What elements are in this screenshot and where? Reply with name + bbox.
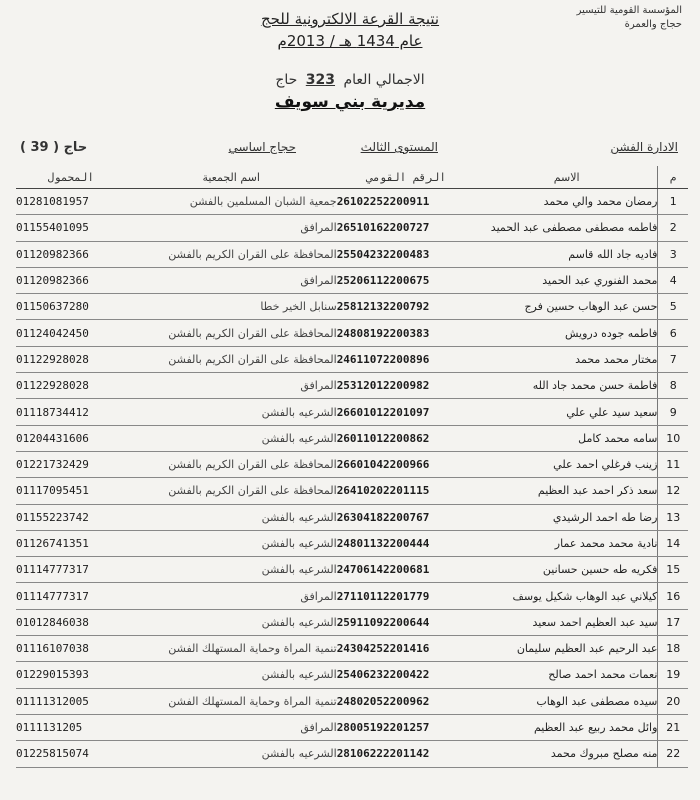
table-row xyxy=(16,451,688,477)
table-row xyxy=(16,714,688,740)
cell-name: عبد الرحيم عبد العظيم سليمان xyxy=(476,636,658,662)
cell-mobile: 01221732429 xyxy=(16,451,126,477)
cell-mobile: 01204431606 xyxy=(16,425,126,451)
cell-association: المحافظة على القران الكريم بالفشن xyxy=(126,451,337,477)
cell-association: المرافق xyxy=(126,215,337,241)
cell-association: المحافظة على القران الكريم بالفشن xyxy=(126,478,337,504)
cell-mobile: 01116107038 xyxy=(16,636,126,662)
total-count: 323 xyxy=(305,72,336,88)
level-label: المستوى الثالث xyxy=(360,140,438,154)
cell-number: 19 xyxy=(658,662,688,688)
cell-number: 4 xyxy=(658,267,688,293)
cell-name: حسن عبد الوهاب حسين فرج xyxy=(476,294,658,320)
cell-number: 8 xyxy=(658,373,688,399)
table-row xyxy=(16,189,688,215)
cell-national-id: 24706142200681 xyxy=(337,557,476,583)
cell-name: فاطمه مصطفى مصطفى عبد الحميد xyxy=(476,215,658,241)
table-row xyxy=(16,267,688,293)
cell-association: الشرعيه بالفشن xyxy=(126,530,337,556)
cell-association: الشرعيه بالفشن xyxy=(126,609,337,635)
cell-number: 22 xyxy=(658,741,688,767)
column-header-name: الاسم xyxy=(476,166,658,189)
cell-association: تنمية المراة وحماية المستهلك الفشن xyxy=(126,688,337,714)
cell-number: 16 xyxy=(658,583,688,609)
org-line-2: حجاج والعمرة xyxy=(624,19,682,30)
pilgrims-table xyxy=(16,166,688,768)
cell-mobile: 01012846038 xyxy=(16,609,126,635)
cell-number: 10 xyxy=(658,425,688,451)
cell-association: المحافظة على القران الكريم بالفشن xyxy=(126,346,337,372)
cell-mobile: 01114777317 xyxy=(16,557,126,583)
title-line-2: عام 1434 هـ / 2013م xyxy=(277,32,423,50)
cell-number: 12 xyxy=(658,478,688,504)
table-row xyxy=(16,504,688,530)
table-row xyxy=(16,688,688,714)
title-line-1: نتيجة القرعة الالكترونية للحج xyxy=(260,10,440,28)
cell-national-id: 24802052200962 xyxy=(337,688,476,714)
table-row xyxy=(16,741,688,767)
cell-association: المرافق xyxy=(126,267,337,293)
cell-mobile: 01114777317 xyxy=(16,583,126,609)
cell-number: 9 xyxy=(658,399,688,425)
cell-association: الشرعيه بالفشن xyxy=(126,504,337,530)
table-row xyxy=(16,373,688,399)
cell-number: 11 xyxy=(658,451,688,477)
table-row xyxy=(16,636,688,662)
cell-name: رمضان محمد والي محمد xyxy=(476,189,658,215)
cell-name: فكريه طه حسين حسانين xyxy=(476,557,658,583)
column-header-number: م xyxy=(658,166,688,189)
pilgrim-type-label: حجاج اساسي xyxy=(228,140,296,154)
cell-name: فاطمة حسن محمد جاد الله xyxy=(476,373,658,399)
cell-number: 2 xyxy=(658,215,688,241)
cell-name: كيلاني عبد الوهاب شكيل يوسف xyxy=(476,583,658,609)
cell-name: مختار محمد محمد xyxy=(476,346,658,372)
cell-number: 14 xyxy=(658,530,688,556)
table-row xyxy=(16,399,688,425)
cell-association: المرافق xyxy=(126,714,337,740)
table-row xyxy=(16,583,688,609)
cell-national-id: 26011012200862 xyxy=(337,425,476,451)
table-row xyxy=(16,320,688,346)
cell-mobile: 01124042450 xyxy=(16,320,126,346)
cell-name: نعمات محمد احمد صالح xyxy=(476,662,658,688)
cell-mobile: 01150637280 xyxy=(16,294,126,320)
cell-name: رضا طه احمد الرشيدي xyxy=(476,504,658,530)
cell-national-id: 27110112201779 xyxy=(337,583,476,609)
cell-national-id: 25206112200675 xyxy=(337,267,476,293)
cell-national-id: 24611072200896 xyxy=(337,346,476,372)
cell-national-id: 25911092200644 xyxy=(337,609,476,635)
cell-national-id: 24808192200383 xyxy=(337,320,476,346)
cell-national-id: 24304252201416 xyxy=(337,636,476,662)
cell-mobile: 01118734412 xyxy=(16,399,126,425)
cell-national-id: 26410202201115 xyxy=(337,478,476,504)
cell-mobile: 01225815074 xyxy=(16,741,126,767)
cell-number: 17 xyxy=(658,609,688,635)
table-row xyxy=(16,425,688,451)
column-header-national-id: الرقم القومي xyxy=(337,166,476,189)
table-row xyxy=(16,530,688,556)
cell-association: الشرعيه بالفشن xyxy=(126,557,337,583)
cell-name: سيده مصطفى عبد الوهاب xyxy=(476,688,658,714)
table-row xyxy=(16,609,688,635)
cell-mobile: 01122928028 xyxy=(16,346,126,372)
cell-name: نادية محمد محمد عمار xyxy=(476,530,658,556)
table-row xyxy=(16,346,688,372)
cell-mobile: 01122928028 xyxy=(16,373,126,399)
column-header-association: اسم الجمعية xyxy=(126,166,337,189)
directorate-title: مديرية بني سويف xyxy=(274,92,426,112)
table-row xyxy=(16,662,688,688)
cell-national-id: 26510162200727 xyxy=(337,215,476,241)
cell-name: سعد ذكر احمد عبد العظيم xyxy=(476,478,658,504)
cell-number: 20 xyxy=(658,688,688,714)
cell-mobile: 0111131205 xyxy=(16,714,126,740)
cell-number: 18 xyxy=(658,636,688,662)
cell-name: وائل محمد ربيع عبد العظيم xyxy=(476,714,658,740)
cell-number: 7 xyxy=(658,346,688,372)
cell-association: المحافظة على القران الكريم بالفشن xyxy=(126,320,337,346)
cell-mobile: 01120982366 xyxy=(16,241,126,267)
cell-name: محمد الفنوري عبد الحميد xyxy=(476,267,658,293)
cell-mobile: 01111312005 xyxy=(16,688,126,714)
table-row xyxy=(16,478,688,504)
cell-national-id: 28005192201257 xyxy=(337,714,476,740)
table-row xyxy=(16,294,688,320)
cell-national-id: 28106222201142 xyxy=(337,741,476,767)
cell-association: الشرعيه بالفشن xyxy=(126,662,337,688)
cell-association: المحافظة على القران الكريم بالفشن xyxy=(126,241,337,267)
table-row xyxy=(16,215,688,241)
cell-number: 15 xyxy=(658,557,688,583)
cell-association: المرافق xyxy=(126,373,337,399)
cell-association: الشرعيه بالفشن xyxy=(126,399,337,425)
cell-name: منه مصلح مبروك محمد xyxy=(476,741,658,767)
cell-mobile: 01155401095 xyxy=(16,215,126,241)
table-row xyxy=(16,557,688,583)
cell-association: المرافق xyxy=(126,583,337,609)
total-line xyxy=(190,72,510,88)
cell-association: تنمية المراة وحماية المستهلك الفشن xyxy=(126,636,337,662)
cell-number: 1 xyxy=(658,189,688,215)
cell-number: 5 xyxy=(658,294,688,320)
cell-national-id: 25406232200422 xyxy=(337,662,476,688)
cell-mobile: 01117095451 xyxy=(16,478,126,504)
cell-mobile: 01126741351 xyxy=(16,530,126,556)
total-label: الاجمالي العام xyxy=(343,72,425,88)
cell-national-id: 26102252200911 xyxy=(337,189,476,215)
cell-name: سعيد سيد علي علي xyxy=(476,399,658,425)
cell-mobile: 01281081957 xyxy=(16,189,126,215)
total-unit: حاج xyxy=(275,72,298,88)
cell-national-id: 26601042200966 xyxy=(337,451,476,477)
org-line-1: المؤسسة القومية للتيسير xyxy=(576,5,682,16)
document-title xyxy=(200,8,500,52)
table-row xyxy=(16,241,688,267)
cell-association: جمعية الشبان المسلمين بالفشن xyxy=(126,189,337,215)
table-header-row xyxy=(16,166,688,189)
cell-name: سيد عبد العظيم احمد سعيد xyxy=(476,609,658,635)
department-label: الادارة الفشن xyxy=(610,140,678,154)
cell-number: 13 xyxy=(658,504,688,530)
cell-association: الشرعيه بالفشن xyxy=(126,741,337,767)
cell-national-id: 26601012201097 xyxy=(337,399,476,425)
cell-name: سامه محمد كامل xyxy=(476,425,658,451)
cell-name: فاطمه جوده درويش xyxy=(476,320,658,346)
cell-association: الشرعيه بالفشن xyxy=(126,425,337,451)
cell-number: 21 xyxy=(658,714,688,740)
cell-association: سنابل الخير خطا xyxy=(126,294,337,320)
cell-number: 3 xyxy=(658,241,688,267)
cell-national-id: 25312012200982 xyxy=(337,373,476,399)
cell-national-id: 24801132200444 xyxy=(337,530,476,556)
column-header-mobile: المحمول xyxy=(16,166,126,189)
pilgrim-count: ( 39 ) حاج xyxy=(20,140,88,155)
cell-mobile: 01120982366 xyxy=(16,267,126,293)
cell-national-id: 25812132200792 xyxy=(337,294,476,320)
cell-name: زينب فرغلي احمد علي xyxy=(476,451,658,477)
cell-national-id: 26304182200767 xyxy=(337,504,476,530)
organization-header xyxy=(492,4,682,32)
cell-mobile: 01229015393 xyxy=(16,662,126,688)
cell-national-id: 25504232200483 xyxy=(337,241,476,267)
cell-mobile: 01155223742 xyxy=(16,504,126,530)
cell-name: فاديه جاد الله قاسم xyxy=(476,241,658,267)
cell-number: 6 xyxy=(658,320,688,346)
